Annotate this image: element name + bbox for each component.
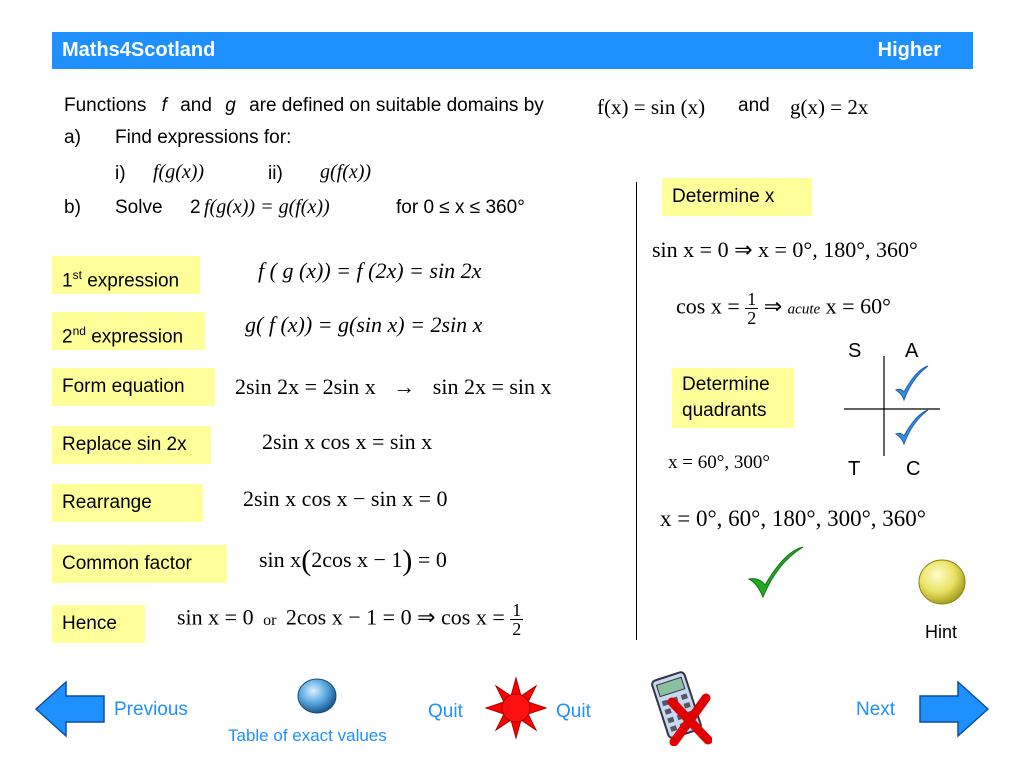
step-7-or: or xyxy=(263,611,277,629)
step-6-math xyxy=(259,544,447,578)
step-6-inner: 2cos x − 1 xyxy=(311,547,403,572)
quadrant-T: T xyxy=(848,458,861,480)
step-label-1st-expression[interactable] xyxy=(52,256,200,294)
g-symbol: g xyxy=(225,95,236,116)
determine-x-label[interactable]: Determine x xyxy=(662,178,812,216)
acute-word: acute xyxy=(787,301,821,318)
step-3-arrow: → xyxy=(393,374,416,399)
site-title: Maths4Scotland xyxy=(62,39,216,61)
quit-link-left[interactable]: Quit xyxy=(428,701,463,722)
part-b-equation: f(g(x)) = g(f(x)) xyxy=(204,196,330,218)
step-6-lparen: ( xyxy=(301,544,312,577)
step-label-form-equation[interactable]: Form equation xyxy=(52,368,215,406)
quadrant-C: C xyxy=(906,458,921,480)
step-5-math: 2sin x cos x − sin x = 0 xyxy=(243,486,448,511)
step-1-sup: st xyxy=(72,268,82,282)
cos-post: x = 60° xyxy=(825,293,891,319)
step-3-math xyxy=(235,374,552,400)
step-7-fraction xyxy=(510,601,523,638)
cos-denominator: 2 xyxy=(747,308,757,328)
part-b-label: b) xyxy=(64,197,81,218)
question-intro xyxy=(64,95,544,117)
step-label-hence[interactable]: Hence xyxy=(52,605,145,643)
step-label-rearrange[interactable]: Rearrange xyxy=(52,484,203,522)
step-1-math: f ( g (x)) = f (2x) = sin 2x xyxy=(258,258,482,283)
quadrant-S: S xyxy=(848,340,862,362)
step-6-post: = 0 xyxy=(417,547,447,572)
check-icon-A xyxy=(896,366,928,400)
quit-sun-icon[interactable] xyxy=(484,676,548,740)
divider-line xyxy=(636,182,637,640)
previous-link[interactable]: Previous xyxy=(114,699,188,720)
step-2-sup: nd xyxy=(72,324,86,338)
functions-word: Functions xyxy=(64,95,147,116)
step-label-replace[interactable]: Replace sin 2x xyxy=(52,426,211,464)
next-link[interactable]: Next xyxy=(856,699,896,720)
step-2-rest: expression xyxy=(85,326,184,348)
step-7-math xyxy=(177,601,523,638)
step-label-common-factor[interactable]: Common factor xyxy=(52,545,227,583)
step-2-math: g( f (x)) = g(sin x) = 2sin x xyxy=(245,312,483,337)
step-4-math: 2sin x cos x = sin x xyxy=(262,429,433,454)
sin-solution: sin x = 0 ⇒ x = 0°, 180°, 360° xyxy=(652,237,918,262)
next-arrow-icon[interactable] xyxy=(918,680,990,738)
step-2-num: 2 xyxy=(62,326,73,348)
part-ii-label: ii) xyxy=(268,163,283,184)
cos-pre: cos x = xyxy=(676,293,740,319)
step-label-2nd-expression[interactable] xyxy=(52,312,205,350)
and-word: and xyxy=(180,95,212,116)
big-check-icon xyxy=(745,545,805,607)
check-icon-C xyxy=(896,410,928,444)
quit-link-right[interactable]: Quit xyxy=(556,701,591,722)
defined-text: are defined on suitable domains by xyxy=(249,95,544,116)
cos-fraction xyxy=(745,290,758,327)
fraction-denominator: 2 xyxy=(512,619,522,639)
no-calculator-icon xyxy=(650,668,712,746)
step-3-left: 2sin 2x = 2sin x xyxy=(235,374,376,399)
determine-quadrants-label[interactable]: Determine quadrants xyxy=(672,368,794,428)
quadrant-A: A xyxy=(905,340,919,362)
cos-numerator: 1 xyxy=(747,289,757,309)
part-ii-expr: g(f(x)) xyxy=(320,161,372,183)
part-b-two: 2 xyxy=(190,197,201,218)
exact-values-button-icon[interactable] xyxy=(296,676,338,716)
g-definition: g(x) = 2x xyxy=(790,95,869,119)
part-a-label: a) xyxy=(64,127,81,148)
table-of-exact-values-link[interactable]: Table of exact values xyxy=(228,726,387,745)
f-definition: f(x) = sin (x) xyxy=(597,95,706,119)
step-6-rparen: ) xyxy=(402,544,413,577)
fraction-numerator: 1 xyxy=(512,600,522,620)
level-label: Higher xyxy=(877,39,941,61)
step-1-num: 1 xyxy=(62,270,73,292)
step-1-rest: expression xyxy=(81,270,180,292)
cos-solution xyxy=(676,290,891,327)
step-7-a: sin x = 0 xyxy=(177,604,254,630)
step-6-pre: sin x xyxy=(259,547,302,572)
part-i-expr: f(g(x)) xyxy=(153,161,205,183)
and-word-2: and xyxy=(738,95,770,116)
part-b-solve: Solve xyxy=(115,197,163,218)
final-answer: x = 0°, 60°, 180°, 300°, 360° xyxy=(660,506,926,531)
part-a-text: Find expressions for: xyxy=(115,127,292,148)
cos-arrow: ⇒ xyxy=(763,293,783,319)
hint-bulb-icon[interactable] xyxy=(916,556,970,608)
f-symbol: f xyxy=(161,95,167,116)
previous-arrow-icon[interactable] xyxy=(34,680,106,738)
x-quadrant-values: x = 60°, 300° xyxy=(668,452,770,473)
step-3-right: sin 2x = sin x xyxy=(432,374,552,399)
part-i-label: i) xyxy=(115,163,126,184)
part-b-range: for 0 ≤ x ≤ 360° xyxy=(396,197,525,218)
step-7-b: 2cos x − 1 = 0 ⇒ cos x = xyxy=(285,604,505,630)
hint-label[interactable]: Hint xyxy=(925,622,958,642)
title-bar xyxy=(52,32,973,69)
